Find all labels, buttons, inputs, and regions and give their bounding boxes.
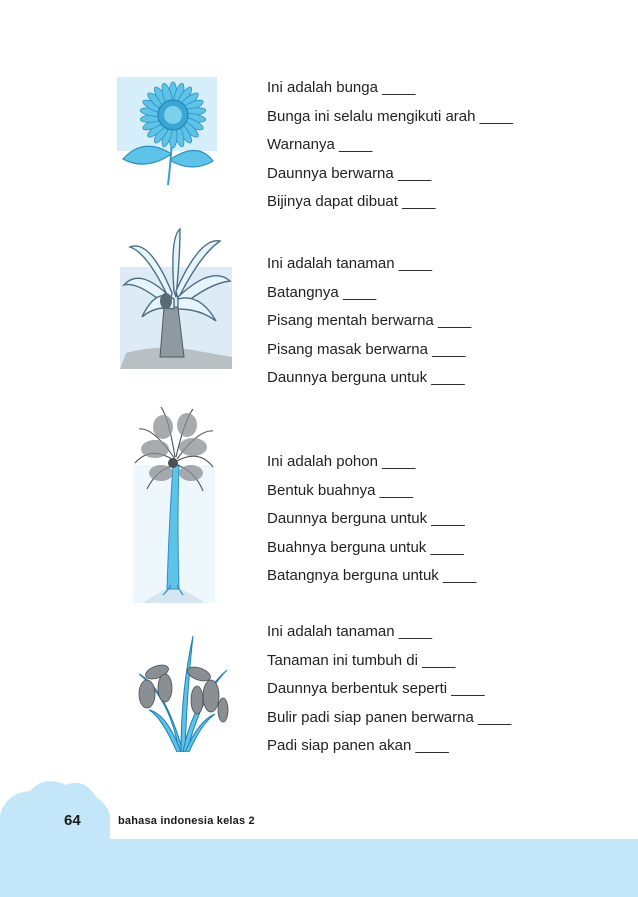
coconut-palm-icon: [133, 405, 215, 603]
line-text: Batangnya ____: [267, 283, 377, 301]
line-text: Daunnya berwarna ____: [267, 164, 432, 182]
line-text: Ini adalah bunga ____: [267, 79, 416, 96]
section-4-lines: [267, 618, 511, 761]
banana-tree-icon: [120, 227, 232, 369]
line-text: Pisang masak berwarna ____: [267, 340, 466, 358]
page-number: 64: [64, 812, 81, 829]
line-text: Pisang mentah berwarna ____: [267, 312, 472, 329]
book-title: bahasa indonesia kelas 2: [118, 815, 255, 827]
line-text: Warnanya ____: [267, 136, 373, 153]
line-text: Daunnya berguna untuk ____: [267, 510, 465, 527]
line-text: Tanaman ini tumbuh di ____: [267, 651, 456, 669]
line-text: Bulir padi siap panen berwarna ____: [267, 708, 512, 726]
rice-plant-icon: [135, 630, 229, 752]
banana-tree-illustration: [120, 227, 232, 369]
line-text: Buahnya berguna untuk ____: [267, 538, 464, 556]
section-2-lines: [267, 250, 471, 393]
coconut-palm-illustration: [133, 405, 215, 603]
sunflower-illustration: [113, 75, 219, 187]
line-text: Daunnya berbentuk seperti ____: [267, 680, 485, 697]
section-1-lines: [267, 74, 513, 217]
line-text: Ini adalah tanaman ____: [267, 255, 433, 272]
line-text: Bunga ini selalu mengikuti arah ____: [267, 107, 513, 125]
section-3-lines: [267, 448, 476, 591]
line-text: Ini adalah pohon ____: [267, 453, 416, 470]
line-text: Padi siap panen akan ____: [267, 737, 449, 754]
rice-plant-illustration: [135, 630, 229, 752]
line-text: Daunnya berguna untuk ____: [267, 369, 465, 386]
sunflower-icon: [113, 75, 219, 187]
footer-cloud-banner: [0, 775, 638, 897]
line-text: Batangnya berguna untuk ____: [267, 567, 477, 584]
line-text: Bijinya dapat dibuat ____: [267, 193, 436, 210]
line-text: Ini adalah tanaman ____: [267, 623, 433, 640]
line-text: Bentuk buahnya ____: [267, 481, 413, 499]
